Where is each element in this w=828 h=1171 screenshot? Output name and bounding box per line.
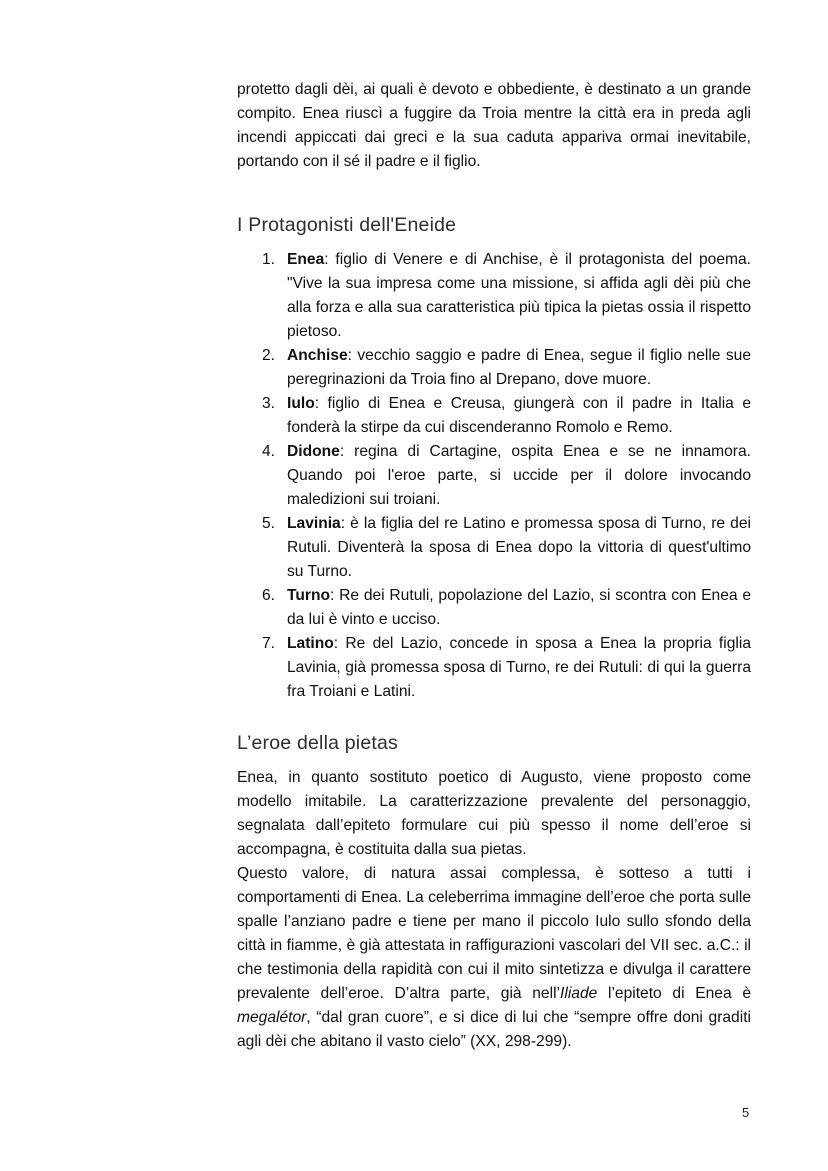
intro-paragraph: protetto dagli dèi, ai quali è devoto e obbediente, è destinato a un grande compito. Enea riuscì a fuggire da Troia mentre la città era in preda agli incendi appiccati dai greci e la sua caduta appariva ormai inevitabile, portando con il sé il padre e il figlio.: [237, 81, 751, 170]
character-description: : figlio di Venere e di Anchise, è il protagonista del poema. "Vive la sua impresa come una missione, si affida agli dèi più che alla forza e alla sua caratteristica più tipica la pietas ossia il rispetto pietoso.: [287, 251, 751, 340]
page-number: 5: [742, 1105, 750, 1120]
list-number: 2.: [262, 347, 276, 364]
list-item: [237, 440, 751, 512]
list-number: 6.: [262, 587, 276, 604]
list-number: 7.: [262, 635, 276, 652]
character-name: Lavinia: [287, 515, 341, 532]
list-item: [237, 344, 751, 392]
list-item: [237, 248, 751, 344]
protagonists-heading: I Protagonisti dell'Eneide: [237, 214, 457, 236]
character-description: : figlio di Enea e Creusa, giungerà con il padre in Italia e fonderà la stirpe da cui discenderanno Romolo e Remo.: [287, 395, 751, 436]
character-name: Iulo: [287, 395, 315, 412]
character-description: : Re dei Rutuli, popolazione del Lazio, si scontra con Enea e da lui è vinto e ucciso.: [287, 587, 751, 628]
character-description: : Re del Lazio, concede in sposa a Enea la propria figlia Lavinia, già promessa sposa di Turno, re dei Rutuli: di qui la guerra fra Troiani e Latini.: [287, 635, 751, 700]
hero-heading: L’eroe della pietas: [237, 732, 398, 754]
list-item: [237, 512, 751, 584]
hero-paragraph-2: [237, 862, 751, 1054]
document-page: [237, 78, 751, 1054]
character-description: : vecchio saggio e padre di Enea, segue il figlio nelle sue peregrinazioni da Troia fino al Drepano, dove muore.: [287, 347, 751, 388]
list-item: [237, 632, 751, 704]
hero-paragraph-1: Enea, in quanto sostituto poetico di Augusto, viene proposto come modello imitabile. La caratterizzazione prevalente del personaggio, segnalata dall’epiteto formulare cui più spesso il nome dell’eroe si accompagna, è costituita dalla sua pietas.: [237, 769, 751, 858]
character-description: : è la figlia del re Latino e promessa sposa di Turno, re dei Rutuli. Diventerà la sposa di Enea dopo la vittoria di quest'ultimo su Turno.: [287, 515, 751, 580]
iliade-title: Iliade: [560, 985, 598, 1002]
hero-text-part-1: Questo valore, di natura assai complessa, è sotteso a tutti i comportamenti di Enea. La celeberrima immagine dell’eroe che porta sulle spalle l’anziano padre e tiene per mano il piccolo Iulo sullo sfondo della città in fiamme, è già attestata in raffigurazioni vascolari del VII sec. a.C.: il che testimonia della rapidità con cui il mito sintetizza e divulga il carattere prevalente dell’eroe. D’altra parte, già nell’: [237, 865, 751, 1002]
list-item: [237, 584, 751, 632]
list-number: 3.: [262, 395, 276, 412]
hero-text-part-3: , “dal gran cuore”, e si dice di lui che “sempre offre doni graditi agli dèi che abitano il vasto cielo” (XX, 298-299).: [237, 1009, 751, 1050]
character-description: : regina di Cartagine, ospita Enea e se ne innamora. Quando poi l'eroe parte, si uccide per il dolore invocando maledizioni sui troiani.: [287, 443, 751, 508]
character-name: Anchise: [287, 347, 348, 364]
character-name: Latino: [287, 635, 334, 652]
character-name: Turno: [287, 587, 331, 604]
list-number: 4.: [262, 443, 276, 460]
list-number: 1.: [262, 251, 276, 268]
character-name: Enea: [287, 251, 325, 268]
list-number: 5.: [262, 515, 276, 532]
list-item: [237, 392, 751, 440]
protagonists-list: [237, 248, 751, 704]
hero-text-part-2: l’epiteto di Enea è: [597, 985, 752, 1002]
megaletor-term: megalétor: [237, 1009, 307, 1026]
character-name: Didone: [287, 443, 340, 460]
